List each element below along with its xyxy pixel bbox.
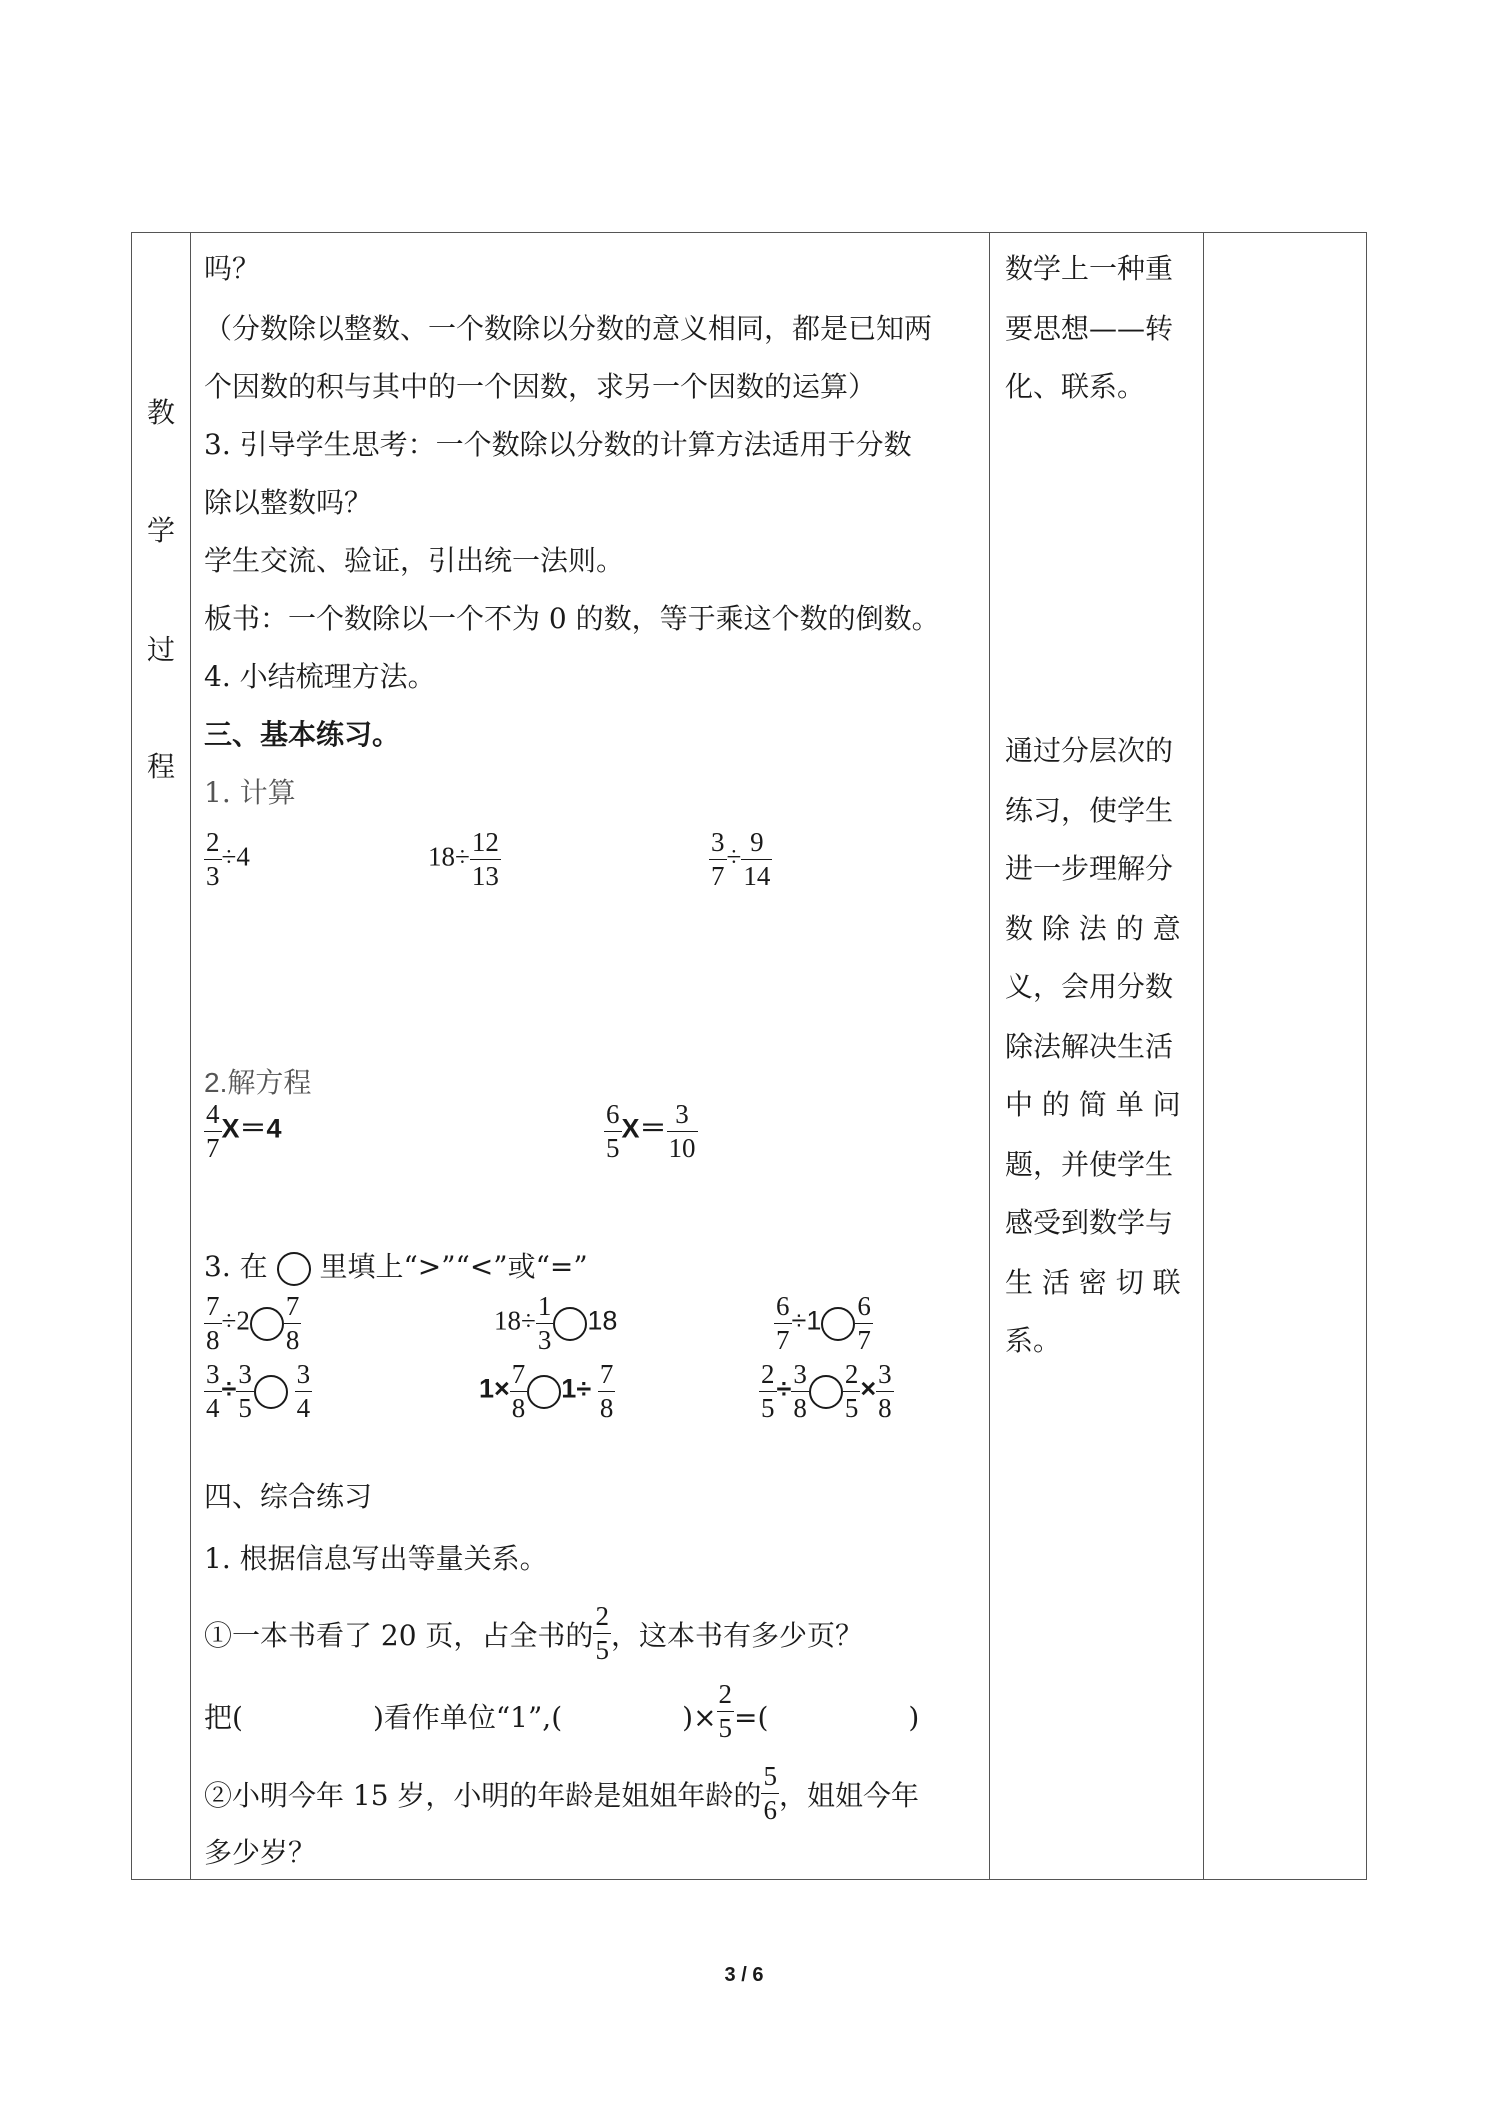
circle-blank-icon[interactable] (527, 1375, 561, 1409)
note-line: 感受到数学与 (1005, 1206, 1174, 1239)
compare-item: $\frac{6}{7}$ ÷1 $\frac{6}{7}$ (776, 1291, 871, 1355)
compare-item: 18÷ $\frac{1}{3}$ 18 (494, 1291, 618, 1355)
text-line: 4. 小结梳理方法。 (204, 660, 436, 693)
side-char: 教 (146, 396, 175, 429)
page-number: 3 / 6 (724, 1964, 764, 1986)
text-line: 学生交流、验证，引出统一法则。 (204, 544, 625, 577)
lesson-table (131, 232, 1367, 1880)
text-line: 多少岁？ (204, 1836, 317, 1869)
text-line: 板书：一个数除以一个不为 0 的数，等于乘这个数的倒数。 (204, 602, 940, 635)
compare-item: $\frac{3}{4}$ ÷ $\frac{3}{5}$ $\frac{3}{4}$ (206, 1359, 311, 1423)
section-heading-4: 四、综合练习 (204, 1480, 373, 1513)
column-divider (1203, 233, 1204, 1879)
column-divider (989, 233, 990, 1879)
fill-in-line: 把( )看作单位“1”,( )× $\frac{2}{5}$ =( ) (204, 1679, 920, 1743)
circle-blank-icon[interactable] (250, 1307, 284, 1341)
text-line: ①一本书看了 20 页，占全书的 $\frac{2}{5}$ ，这本书有多少页？ (204, 1601, 863, 1665)
text-line: （分数除以整数、一个数除以分数的意义相同，都是已知两 (204, 312, 933, 345)
note-line: 义，会用分数 (1005, 970, 1174, 1003)
circle-blank-icon[interactable] (553, 1307, 587, 1341)
text-line: 除以整数吗？ (204, 486, 373, 519)
circle-blank-icon[interactable] (821, 1307, 855, 1341)
text-line: 1. 根据信息写出等量关系。 (204, 1542, 548, 1575)
text-line: ②小明今年 15 岁，小明的年龄是姐姐年龄的 $\frac{5}{6}$ ，姐姐今年 (204, 1761, 919, 1825)
note-line: 进一步理解分 (1005, 852, 1174, 885)
notes-column (1005, 233, 1191, 1873)
lesson-body (204, 233, 979, 1873)
equation-b: $\frac{6}{5}$ X＝ $\frac{3}{10}$ (606, 1099, 696, 1163)
circle-blank-icon[interactable] (809, 1375, 843, 1409)
note-line: 系。 (1005, 1324, 1062, 1357)
text-line: 3. 引导学生思考：一个数除以分数的计算方法适用于分数 (204, 428, 912, 461)
text-line: 个因数的积与其中的一个因数，求另一个因数的运算） (204, 370, 877, 403)
calc-item-b: 18÷ $\frac{12}{13}$ (428, 827, 499, 891)
equation-a: $\frac{4}{7}$ X＝4 (206, 1099, 282, 1163)
section-heading-3: 三、基本练习。 (204, 718, 401, 751)
note-line: 中 的 简 单 问 (1005, 1088, 1181, 1121)
note-line: 通过分层次的 (1005, 734, 1174, 767)
exercise-1-label: 1. 计算 (204, 776, 296, 809)
note-line: 练习，使学生 (1005, 794, 1174, 827)
note-line: 数 除 法 的 意 (1005, 912, 1181, 945)
note-line: 题，并使学生 (1005, 1148, 1174, 1181)
circle-blank-icon (277, 1252, 311, 1286)
note-line: 数学上一种重 (1005, 252, 1174, 285)
circle-blank-icon[interactable] (254, 1375, 288, 1409)
side-char: 程 (146, 750, 175, 783)
exercise-3-label: 3. 在 里填上“>”“<”或“=” (204, 1245, 588, 1286)
exercise-2-label: 2.解方程 (204, 1067, 312, 1098)
compare-item: $\frac{2}{5}$ ÷ $\frac{3}{8}$ $\frac{2}{5}$ × $\frac{3}{8}$ (761, 1359, 892, 1423)
note-line: 化、联系。 (1005, 370, 1146, 403)
text-line: 吗？ (204, 252, 261, 285)
note-line: 除法解决生活 (1005, 1030, 1174, 1063)
side-char: 过 (146, 633, 175, 666)
note-line: 生 活 密 切 联 (1005, 1266, 1181, 1299)
compare-item: $\frac{7}{8}$ ÷2 $\frac{7}{8}$ (206, 1291, 300, 1355)
calc-item-c: $\frac{3}{7}$ ÷ $\frac{9}{14}$ (711, 827, 771, 891)
compare-item: 1× $\frac{7}{8}$ 1÷ $\frac{7}{8}$ (479, 1359, 614, 1423)
note-line: 要思想——转 (1005, 312, 1174, 345)
side-char: 学 (146, 514, 175, 547)
calc-item-a: $\frac{2}{3}$ ÷4 (206, 827, 250, 891)
column-divider (190, 233, 191, 1879)
